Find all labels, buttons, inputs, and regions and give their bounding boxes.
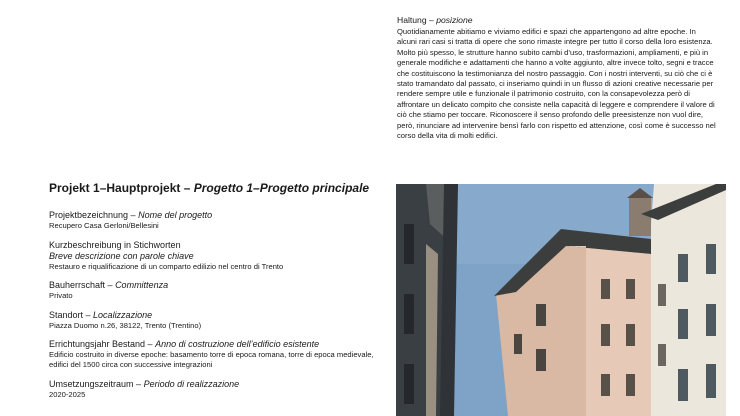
field-label-de: Kurzbeschreibung in Stichworten bbox=[49, 239, 181, 250]
project-fields bbox=[49, 210, 379, 408]
field-label-de: Standort – bbox=[49, 309, 91, 320]
field-label bbox=[49, 280, 379, 291]
field-label bbox=[49, 339, 379, 350]
street-view-illustration bbox=[396, 184, 726, 416]
field-value: Restauro e riqualificazione di un comparto edilizio nel centro di Trento bbox=[49, 261, 284, 271]
field-short-description bbox=[49, 240, 379, 272]
field-realization-period bbox=[49, 379, 379, 400]
field-value: Privato bbox=[49, 291, 73, 300]
field-label-it: Committenza bbox=[115, 280, 169, 290]
field-client bbox=[49, 280, 379, 301]
project-title-it: Progetto 1–Progetto principale bbox=[193, 181, 370, 195]
field-label-de: Projektbezeichnung – bbox=[49, 210, 136, 220]
field-value: 2020-2025 bbox=[49, 389, 86, 399]
field-label-de: Errichtungsjahr Bestand – bbox=[49, 339, 153, 349]
project-title bbox=[49, 181, 369, 195]
field-label-it: Localizzazione bbox=[93, 309, 153, 320]
field-label-it: Anno di costruzione dell’edificio esistente bbox=[155, 339, 320, 349]
haltung-body: Quotidianamente abitiamo e viviamo edifici e spazi che appartengono ad altre epoche. In alcuni rari casi si tratta di opere che sono rimaste integre per tutto il corso della loro esistenza. Molto più spesso, le strutture hanno subito cambi d’uso, trasformazioni, ampliamenti, e più in generale modifiche e adattamenti che hanno a volte aggiunto, altre invece tolto, segni e tracce che costituiscono la testimonianza del nostro passaggio. Con i nostri interventi, su ciò che ci è stato tramandato dal passato, ci inseriamo quindi in un flusso di azioni creative necessarie per rendere sempre utile e funzionale il patrimonio costruito, con la consapevolezza però di affrontare un delicato compito che consiste nella capacità di leggere e comprendere il valore di ciò che stiamo per toccare. Riconoscere il senso profondo delle preesistenze non vuol dire, però, rinunciare ad intervenire bensì farlo con rispetto ed attenzione, così come è successo nel corso della vita di molti edifici. bbox=[397, 27, 716, 141]
field-label-it: Breve descrizione con parole chiave bbox=[49, 250, 194, 261]
field-value: Edificio costruito in diverse epoche: basamento torre di epoca romana, torre di epoca medievale, edifici del 1500 circa con successive integrazioni bbox=[49, 350, 374, 369]
haltung-heading bbox=[397, 15, 717, 26]
field-label-de: Umsetzungszeitraum – bbox=[49, 378, 142, 389]
haltung-section bbox=[397, 15, 717, 141]
field-project-name bbox=[49, 210, 379, 231]
field-construction-year bbox=[49, 339, 379, 370]
field-value: Recupero Casa Gerloni/Bellesini bbox=[49, 221, 159, 230]
field-label bbox=[49, 379, 379, 390]
field-value: Piazza Duomo n.26, 38122, Trento (Trentino) bbox=[49, 320, 202, 330]
building-photo bbox=[396, 184, 726, 416]
field-label-it: Periodo di realizzazione bbox=[143, 378, 240, 389]
haltung-title-it: posizione bbox=[436, 15, 473, 25]
field-label bbox=[49, 210, 379, 221]
project-title-de: Projekt 1–Hauptprojekt – bbox=[49, 181, 191, 195]
field-label bbox=[49, 310, 379, 321]
field-label-it: Nome del progetto bbox=[138, 210, 213, 220]
field-location bbox=[49, 310, 379, 331]
haltung-title-de: Haltung – bbox=[397, 15, 434, 25]
field-label-de: Bauherrschaft – bbox=[49, 280, 113, 290]
